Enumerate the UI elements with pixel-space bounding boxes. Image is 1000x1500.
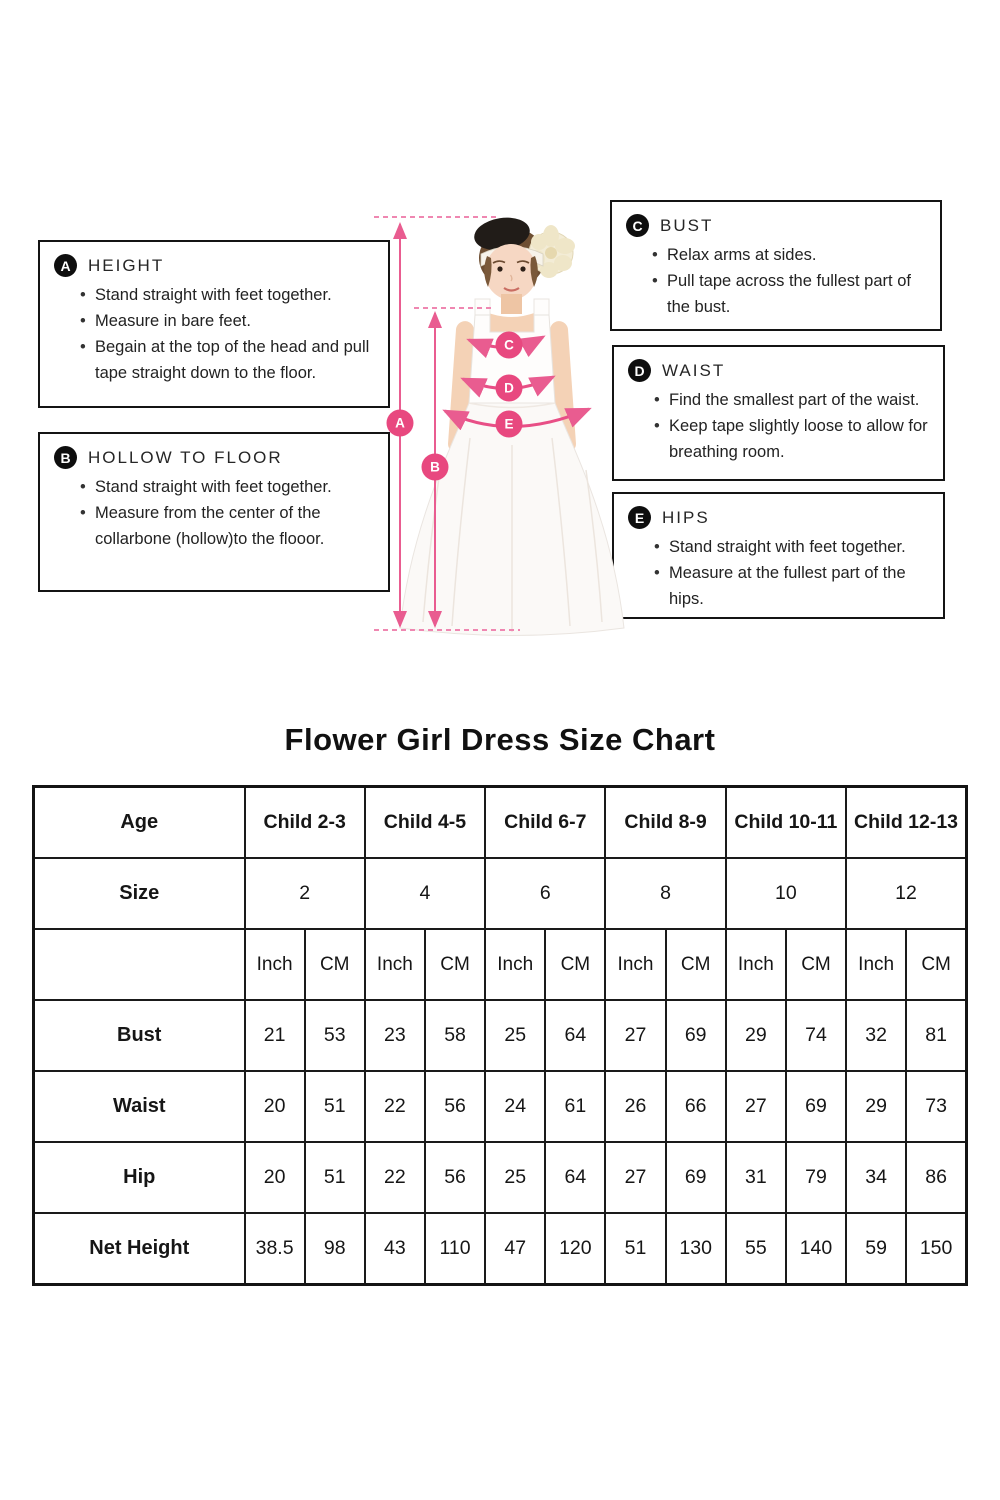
- bullet-item: • Keep tape slightly loose to allow for breathing room.: [654, 413, 935, 465]
- table-cell: 56: [425, 1071, 485, 1142]
- table-cell: 20: [245, 1142, 305, 1213]
- measurement-row: [34, 1142, 967, 1213]
- letter-a-badge: A: [54, 254, 77, 277]
- bust-title: BUST: [660, 215, 714, 235]
- table-cell: 27: [726, 1071, 786, 1142]
- table-cell: 25: [485, 1000, 545, 1071]
- waist-bullet-list: [654, 387, 935, 465]
- table-cell: Net Height: [34, 1213, 245, 1285]
- table-cell: Size: [34, 858, 245, 929]
- table-cell: Inch: [485, 929, 545, 1000]
- table-cell: 55: [726, 1213, 786, 1285]
- table-cell: 47: [485, 1213, 545, 1285]
- table-cell: 64: [545, 1000, 605, 1071]
- table-cell: CM: [906, 929, 966, 1000]
- table-cell: Child 12-13: [846, 787, 966, 859]
- waist-title-row: [628, 359, 935, 382]
- bullet-item: • Measure in bare feet.: [80, 308, 380, 334]
- measure-marker-d: D: [496, 375, 523, 402]
- bust-bullet-list: [652, 242, 932, 320]
- table-cell: 38.5: [245, 1213, 305, 1285]
- table-cell: Inch: [605, 929, 665, 1000]
- table-cell: 27: [605, 1000, 665, 1071]
- bullet-item: • Relax arms at sides.: [652, 242, 932, 268]
- table-cell: 98: [305, 1213, 365, 1285]
- waist-instruction-box: [612, 345, 945, 481]
- hollow-to-floor-title: HOLLOW TO FLOOR: [88, 447, 283, 467]
- table-cell: 31: [726, 1142, 786, 1213]
- table-cell: 64: [545, 1142, 605, 1213]
- bullet-item: • Begain at the top of the head and pull tape straight down to the floor.: [80, 334, 380, 386]
- table-cell: 26: [605, 1071, 665, 1142]
- table-cell: 59: [846, 1213, 906, 1285]
- table-cell: CM: [786, 929, 846, 1000]
- bullet-item: • Measure at the fullest part of the hips.: [654, 560, 935, 612]
- bullet-item: • Measure from the center of the collarbone (hollow)to the flooor.: [80, 500, 380, 552]
- table-cell: Inch: [726, 929, 786, 1000]
- hips-bullet-list: [654, 534, 935, 612]
- table-cell: 6: [485, 858, 605, 929]
- table-cell: 23: [365, 1000, 425, 1071]
- table-cell: 51: [305, 1142, 365, 1213]
- table-cell: CM: [305, 929, 365, 1000]
- table-cell: 66: [666, 1071, 726, 1142]
- bust-title-row: [626, 214, 932, 237]
- table-cell: 61: [545, 1071, 605, 1142]
- table-cell: 130: [666, 1213, 726, 1285]
- measurement-row: [34, 1000, 967, 1071]
- table-cell: 24: [485, 1071, 545, 1142]
- letter-c-badge: C: [626, 214, 649, 237]
- bullet-item: • Stand straight with feet together.: [80, 282, 380, 308]
- table-cell: 29: [846, 1071, 906, 1142]
- height-bullet-list: [80, 282, 380, 386]
- table-cell: 150: [906, 1213, 966, 1285]
- table-cell: Child 8-9: [605, 787, 725, 859]
- table-cell: 74: [786, 1000, 846, 1071]
- table-cell: 56: [425, 1142, 485, 1213]
- measure-marker-a: A: [387, 410, 414, 437]
- table-cell: 73: [906, 1071, 966, 1142]
- measurement-row: [34, 1213, 967, 1285]
- table-cell: 27: [605, 1142, 665, 1213]
- hips-instruction-box: [612, 492, 945, 619]
- table-cell: CM: [545, 929, 605, 1000]
- table-cell: Waist: [34, 1071, 245, 1142]
- table-cell: Child 10-11: [726, 787, 846, 859]
- table-cell: Inch: [245, 929, 305, 1000]
- table-cell: Bust: [34, 1000, 245, 1071]
- letter-d-badge: D: [628, 359, 651, 382]
- table-cell: 2: [245, 858, 365, 929]
- table-cell: 81: [906, 1000, 966, 1071]
- table-cell: 4: [365, 858, 485, 929]
- measure-marker-c: C: [496, 332, 523, 359]
- letter-e-badge: E: [628, 506, 651, 529]
- size-chart-title: Flower Girl Dress Size Chart: [284, 722, 716, 757]
- table-cell: 110: [425, 1213, 485, 1285]
- size-row: [34, 858, 967, 929]
- bullet-item: • Stand straight with feet together.: [654, 534, 935, 560]
- table-cell: 22: [365, 1142, 425, 1213]
- letter-b-badge: B: [54, 446, 77, 469]
- girl-photo: [368, 195, 642, 661]
- table-cell: Age: [34, 787, 245, 859]
- table-cell: Child 4-5: [365, 787, 485, 859]
- unit-row: [34, 929, 967, 1000]
- table-cell: 69: [666, 1142, 726, 1213]
- table-cell: 25: [485, 1142, 545, 1213]
- table-cell: CM: [425, 929, 485, 1000]
- table-cell: 69: [666, 1000, 726, 1071]
- table-cell: 34: [846, 1142, 906, 1213]
- table-cell: Child 2-3: [245, 787, 365, 859]
- table-cell: 53: [305, 1000, 365, 1071]
- measure-marker-b: B: [422, 454, 449, 481]
- table-cell: 12: [846, 858, 966, 929]
- table-cell: 140: [786, 1213, 846, 1285]
- table-cell: 21: [245, 1000, 305, 1071]
- hollow-bullet-list: [80, 474, 380, 552]
- bullet-item: • Stand straight with feet together.: [80, 474, 380, 500]
- table-cell: 51: [305, 1071, 365, 1142]
- measure-marker-e: E: [496, 411, 523, 438]
- table-cell: Inch: [846, 929, 906, 1000]
- table-cell: CM: [666, 929, 726, 1000]
- table-cell: 22: [365, 1071, 425, 1142]
- waist-title: WAIST: [662, 360, 726, 380]
- table-cell: 8: [605, 858, 725, 929]
- table-cell: 69: [786, 1071, 846, 1142]
- height-instruction-box: [38, 240, 390, 408]
- height-title-row: [54, 254, 380, 277]
- hollow-to-floor-instruction-box: [38, 432, 390, 592]
- bullet-item: • Pull tape across the fullest part of the bust.: [652, 268, 932, 320]
- height-title: HEIGHT: [88, 255, 165, 275]
- size-table-body: [34, 787, 967, 1285]
- hips-title: HIPS: [662, 507, 710, 527]
- size-table: [32, 785, 968, 1286]
- hips-title-row: [628, 506, 935, 529]
- measurement-row: [34, 1071, 967, 1142]
- table-cell: 29: [726, 1000, 786, 1071]
- table-cell: 32: [846, 1000, 906, 1071]
- hollow-title-row: [54, 446, 380, 469]
- table-cell: 86: [906, 1142, 966, 1213]
- table-cell: 58: [425, 1000, 485, 1071]
- table-cell: Hip: [34, 1142, 245, 1213]
- table-cell: 20: [245, 1071, 305, 1142]
- age-row: [34, 787, 967, 859]
- table-cell: Inch: [365, 929, 425, 1000]
- table-cell: 79: [786, 1142, 846, 1213]
- table-cell: [34, 929, 245, 1000]
- table-cell: 10: [726, 858, 846, 929]
- table-cell: Child 6-7: [485, 787, 605, 859]
- table-cell: 43: [365, 1213, 425, 1285]
- table-cell: 51: [605, 1213, 665, 1285]
- bust-instruction-box: [610, 200, 942, 331]
- bullet-item: • Find the smallest part of the waist.: [654, 387, 935, 413]
- table-cell: 120: [545, 1213, 605, 1285]
